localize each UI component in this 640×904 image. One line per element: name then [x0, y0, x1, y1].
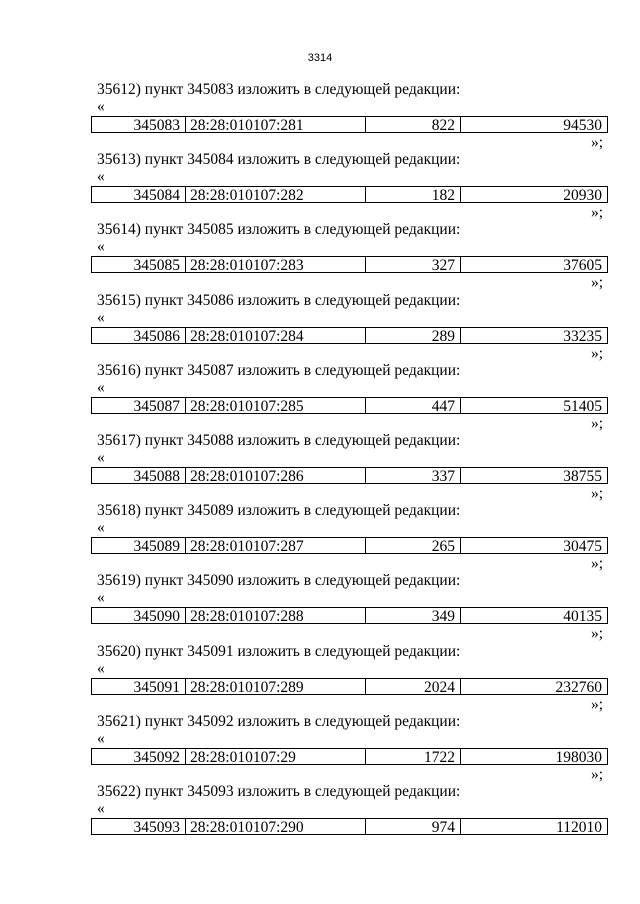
entry-heading: 35620) пункт 345091 изложить в следующей редакции:: [97, 642, 461, 660]
value-cell: 37605: [563, 257, 602, 273]
entry: [0, 572, 640, 642]
cadastral-number-cell: 28:28:010107:29: [186, 749, 366, 764]
area-cell: 182: [366, 187, 461, 202]
area-cell: 447: [366, 398, 461, 413]
value-cell: 33235: [563, 327, 602, 343]
entry: [0, 643, 640, 713]
table-row: [91, 607, 608, 624]
closing-quote: »;: [590, 414, 603, 432]
entry: [0, 292, 640, 362]
cadastral-number-cell: 28:28:010107:290: [186, 819, 366, 834]
area-cell: 327: [366, 257, 461, 272]
entry: [0, 713, 640, 783]
entry: [0, 362, 640, 432]
opening-quote: «: [97, 448, 105, 466]
item-number-cell: 345091: [92, 679, 186, 694]
item-number-cell: 345084: [92, 187, 186, 202]
opening-quote: «: [97, 98, 105, 115]
opening-quote: «: [97, 659, 105, 677]
area-cell: 265: [366, 538, 461, 553]
table-row: [91, 186, 608, 203]
table-row: [91, 256, 608, 273]
closing-quote: »;: [590, 134, 603, 151]
entry-heading: 35616) пункт 345087 изложить в следующей редакции:: [97, 361, 461, 379]
value-cell: 51405: [563, 397, 602, 413]
entry: [0, 432, 640, 502]
entry: [0, 221, 640, 291]
value-cell: 20930: [563, 187, 602, 203]
item-number-cell: 345088: [92, 468, 186, 483]
opening-quote: «: [97, 378, 105, 396]
cadastral-number-cell: 28:28:010107:285: [186, 398, 366, 413]
item-number-cell: 345086: [92, 328, 186, 343]
value-cell: 198030: [555, 748, 602, 764]
item-number-cell: 345085: [92, 257, 186, 272]
value-cell: 112010: [556, 818, 602, 834]
cadastral-number-cell: 28:28:010107:286: [186, 468, 366, 483]
opening-quote: «: [97, 729, 105, 747]
opening-quote: «: [97, 308, 105, 326]
entry-heading: 35621) пункт 345092 изложить в следующей редакции:: [97, 712, 461, 730]
entries-list: [0, 81, 640, 853]
entry: [0, 502, 640, 572]
item-number-cell: 345083: [92, 117, 186, 132]
closing-quote: »;: [590, 695, 603, 713]
entry: [0, 783, 640, 853]
opening-quote: «: [97, 589, 105, 607]
closing-quote: »;: [590, 765, 603, 783]
table-row: [91, 748, 608, 765]
page-number: 3314: [307, 52, 333, 64]
item-number-cell: 345092: [92, 749, 186, 764]
entry-heading: 35613) пункт 345084 изложить в следующей редакции:: [97, 151, 461, 169]
closing-quote: »;: [590, 625, 603, 643]
opening-quote: «: [97, 799, 105, 817]
value-cell: 94530: [563, 117, 602, 132]
entry-heading: 35617) пункт 345088 изложить в следующей редакции:: [97, 431, 461, 449]
cadastral-number-cell: 28:28:010107:288: [186, 608, 366, 623]
table-row: [91, 537, 608, 554]
item-number-cell: 345089: [92, 538, 186, 553]
closing-quote: »;: [590, 204, 603, 222]
table-row: [91, 678, 608, 695]
area-cell: 289: [366, 328, 461, 343]
area-cell: 1722: [366, 749, 461, 764]
area-cell: 2024: [366, 679, 461, 694]
area-cell: 822: [366, 117, 461, 132]
item-number-cell: 345093: [92, 819, 186, 834]
entry-heading: 35612) пункт 345083 изложить в следующей редакции:: [97, 81, 461, 98]
area-cell: 974: [366, 819, 461, 834]
table-row: [91, 818, 608, 835]
cadastral-number-cell: 28:28:010107:282: [186, 187, 366, 202]
cadastral-number-cell: 28:28:010107:287: [186, 538, 366, 553]
opening-quote: «: [97, 168, 105, 186]
cadastral-number-cell: 28:28:010107:284: [186, 328, 366, 343]
area-cell: 349: [366, 608, 461, 623]
entry-heading: 35618) пункт 345089 изложить в следующей редакции:: [97, 502, 461, 520]
table-row: [91, 397, 608, 414]
entry-heading: 35622) пункт 345093 изложить в следующей редакции:: [97, 782, 461, 800]
item-number-cell: 345090: [92, 608, 186, 623]
item-number-cell: 345087: [92, 398, 186, 413]
cadastral-number-cell: 28:28:010107:281: [186, 117, 366, 132]
value-cell: 38755: [563, 467, 602, 483]
closing-quote: »;: [590, 555, 603, 573]
entry: [0, 81, 640, 151]
closing-quote: »;: [590, 344, 603, 362]
value-cell: 30475: [563, 538, 602, 554]
cadastral-number-cell: 28:28:010107:289: [186, 679, 366, 694]
cadastral-number-cell: 28:28:010107:283: [186, 257, 366, 272]
entry: [0, 151, 640, 221]
table-row: [91, 327, 608, 344]
value-cell: 232760: [555, 678, 602, 694]
area-cell: 337: [366, 468, 461, 483]
entry-heading: 35615) пункт 345086 изложить в следующей редакции:: [97, 291, 461, 309]
entry-heading: 35614) пункт 345085 изложить в следующей редакции:: [97, 221, 461, 239]
table-row: [91, 116, 608, 133]
value-cell: 40135: [563, 608, 602, 624]
entry-heading: 35619) пункт 345090 изложить в следующей редакции:: [97, 572, 461, 590]
table-row: [91, 467, 608, 484]
closing-quote: »;: [590, 484, 603, 502]
closing-quote: »;: [590, 274, 603, 292]
opening-quote: «: [97, 519, 105, 537]
opening-quote: «: [97, 238, 105, 256]
